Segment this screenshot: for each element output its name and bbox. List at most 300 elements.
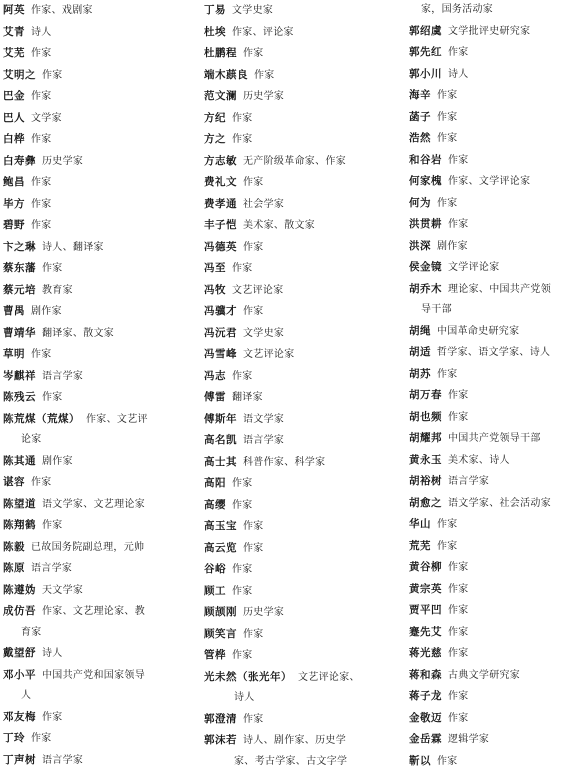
entry-name: 光未然（张光年） [204, 671, 292, 683]
index-entry [3, 194, 189, 216]
entry-description: 中国共产党领导干部 [448, 433, 541, 444]
entry-name: 邓小平 [3, 669, 36, 681]
index-entry [3, 494, 189, 516]
entry-description: 文学批评史研究家 [448, 26, 530, 37]
entry-name: 方纪 [204, 112, 226, 124]
entry-description: 诗人、剧作家、历史学 [243, 735, 346, 746]
entry-description: 作家 [31, 199, 52, 210]
entry-name: 靳以 [409, 755, 431, 767]
entry-name: 蒋和森 [409, 669, 442, 681]
index-entry [3, 129, 189, 151]
index-entry [204, 108, 400, 130]
entry-name: 白桦 [3, 133, 25, 145]
index-entry [3, 707, 189, 729]
entry-description: 古典文学研究家 [448, 670, 520, 681]
entry-description: 翻译家、散文家 [42, 328, 114, 339]
entry-description: 作家 [448, 412, 469, 423]
index-entry [204, 22, 400, 44]
entry-description: 作家 [232, 263, 253, 274]
entry-description: 作家 [243, 306, 264, 317]
index-entry [409, 42, 588, 64]
index-entry [3, 558, 189, 580]
entry-description: 文学史家 [243, 328, 284, 339]
entry-description: 语言学家 [448, 476, 489, 487]
entry-name: 蔡元培 [3, 284, 36, 296]
entry-name: 丁玲 [3, 732, 25, 744]
entry-description: 作家 [437, 519, 458, 530]
entry-description: 作家 [243, 177, 264, 188]
entry-name: 胡乔木 [409, 283, 442, 295]
index-column-2 [204, 0, 400, 772]
entry-description-continued: 人 [3, 686, 189, 707]
entry-description-continued: 家、考古学家、古文字学 [204, 752, 400, 772]
index-entry [409, 471, 588, 493]
entry-description: 诗人、翻译家 [42, 242, 104, 253]
entry-description: 作家、文艺评 [86, 414, 148, 425]
entry-description: 作家 [31, 134, 52, 145]
entry-description: 作家 [243, 543, 264, 554]
entry-description: 作家 [448, 390, 469, 401]
entry-name: 洪贯耕 [409, 218, 442, 230]
index-entry [3, 86, 189, 108]
entry-description: 作家 [243, 521, 264, 532]
entry-name: 冯德英 [204, 241, 237, 253]
entry-description: 剧作家 [42, 456, 73, 467]
index-entry [409, 257, 588, 279]
index-entry [3, 108, 189, 130]
entry-description: 文学家 [31, 113, 62, 124]
entry-name: 陈其通 [3, 455, 36, 467]
entry-name: 杜埃 [204, 26, 226, 38]
index-entry [204, 495, 400, 517]
entry-name: 费孝通 [204, 198, 237, 210]
index-entry [409, 450, 588, 472]
entry-name: 卞之琳 [3, 241, 36, 253]
entry-name: 蒋光慈 [409, 647, 442, 659]
index-entry [204, 645, 400, 667]
entry-description: 作家 [437, 369, 458, 380]
entry-name: 方志敏 [204, 155, 237, 167]
entry-name: 高玉宝 [204, 520, 237, 532]
index-entry [409, 21, 588, 43]
entry-description: 历史学家 [243, 91, 284, 102]
entry-description: 作家 [31, 349, 52, 360]
index-entry [204, 301, 400, 323]
entry-name: 海辛 [409, 89, 431, 101]
index-entry [3, 537, 189, 559]
entry-name: 蹇先艾 [409, 626, 442, 638]
entry-description: 语文学家、文艺理论家 [42, 499, 145, 510]
entry-name: 傅雷 [204, 391, 226, 403]
index-entry [409, 428, 588, 450]
entry-name: 曹禺 [3, 305, 25, 317]
index-entry [204, 473, 400, 495]
entry-description: 作家 [31, 220, 52, 231]
entry-name: 阿英 [3, 4, 25, 16]
entry-name: 艾青 [3, 26, 25, 38]
index-entry [409, 536, 588, 558]
entry-description: 作家 [232, 564, 253, 575]
index-entry [409, 686, 588, 708]
entry-description: 美术家、诗人 [448, 455, 510, 466]
entry-description: 作家 [448, 155, 469, 166]
index-column-1 [3, 0, 189, 771]
index-entry [204, 709, 400, 731]
entry-description: 作家、文学评论家 [448, 176, 530, 187]
entry-name: 高名凯 [204, 434, 237, 446]
entry-description: 作家 [448, 691, 469, 702]
entry-name: 金敬迈 [409, 712, 442, 724]
entry-description: 作家 [232, 113, 253, 124]
index-entry [204, 86, 400, 108]
entry-name: 管桦 [204, 649, 226, 661]
entry-name: 郭澄清 [204, 713, 237, 725]
entry-name: 艾芜 [3, 47, 25, 59]
index-entry [204, 280, 400, 302]
index-entry [204, 237, 400, 259]
entry-description: 作家 [31, 177, 52, 188]
entry-description: 语言学家 [31, 563, 72, 574]
entry-name: 陈原 [3, 562, 25, 574]
index-entry [204, 65, 400, 87]
entry-description: 历史学家 [243, 607, 284, 618]
entry-description: 无产阶级革命家、作家 [243, 156, 346, 167]
index-entry [3, 280, 189, 302]
entry-name: 蔡东藩 [3, 262, 36, 274]
entry-description: 文艺评论家、 [298, 672, 360, 683]
index-entry [409, 493, 588, 515]
entry-description: 美术家、散文家 [243, 220, 315, 231]
entry-name: 胡绳 [409, 325, 431, 337]
entry-name: 菡子 [409, 111, 431, 123]
entry-name: 蒋子龙 [409, 690, 442, 702]
entry-description: 作家 [31, 48, 52, 59]
entry-name: 荒芜 [409, 540, 431, 552]
index-entry [204, 172, 400, 194]
index-entry [204, 602, 400, 624]
index-entry [3, 366, 189, 388]
entry-name: 何为 [409, 197, 431, 209]
entry-name: 浩然 [409, 132, 431, 144]
entry-description: 作家 [448, 219, 469, 230]
index-entry [204, 0, 400, 22]
index-entry [3, 665, 189, 687]
entry-description: 作家、戏剧家 [31, 5, 93, 16]
entry-description: 作家 [31, 733, 52, 744]
entry-name: 冯牧 [204, 284, 226, 296]
entry-description: 作家 [437, 541, 458, 552]
index-entry [204, 538, 400, 560]
entry-description-continued: 导干部 [409, 300, 588, 321]
entry-name: 郭小川 [409, 68, 442, 80]
index-entry [204, 129, 400, 151]
entry-description: 作家 [437, 112, 458, 123]
entry-description: 作家 [31, 477, 52, 488]
entry-name: 华山 [409, 518, 431, 530]
entry-description: 逻辑学家 [448, 734, 489, 745]
index-entry [204, 430, 400, 452]
index-entry [409, 214, 588, 236]
index-entry [3, 237, 189, 259]
entry-name: 艾明之 [3, 69, 36, 81]
entry-name: 洪深 [409, 240, 431, 252]
entry-name: 丁易 [204, 4, 226, 16]
entry-name: 陈遵妫 [3, 584, 36, 596]
entry-description: 作家、评论家 [232, 27, 294, 38]
entry-description: 作家 [437, 133, 458, 144]
index-entry [3, 43, 189, 65]
entry-description: 剧作家 [437, 241, 468, 252]
entry-description: 剧作家 [31, 306, 62, 317]
index-entry [3, 515, 189, 537]
entry-name: 高缨 [204, 499, 226, 511]
index-entry [409, 729, 588, 751]
entry-name: 丁声树 [3, 754, 36, 766]
index-entry [409, 708, 588, 730]
entry-name: 谷峪 [204, 563, 226, 575]
entry-name: 顾工 [204, 585, 226, 597]
entry-description: 天文学家 [42, 585, 83, 596]
index-entry [3, 601, 189, 623]
entry-description-continued: 诗人 [204, 688, 400, 709]
entry-name: 郭沫若 [204, 734, 237, 746]
entry-name: 戴望舒 [3, 647, 36, 659]
entry-description: 作家 [243, 48, 264, 59]
entry-name: 邓友梅 [3, 711, 36, 723]
index-entry [3, 172, 189, 194]
entry-name: 冯雪峰 [204, 348, 237, 360]
entry-description: 理论家、中国共产党领 [448, 284, 551, 295]
entry-description: 哲学家、语文学家、诗人 [437, 347, 550, 358]
entry-description: 作家 [448, 47, 469, 58]
entry-description: 作家 [243, 242, 264, 253]
entry-description: 作家 [448, 562, 469, 573]
entry-name: 金岳霖 [409, 733, 442, 745]
entry-name: 岑麒祥 [3, 370, 36, 382]
index-entry [3, 750, 189, 772]
index-entry [3, 580, 189, 602]
entry-name: 郭先红 [409, 46, 442, 58]
index-entry [3, 409, 189, 431]
index-entry [3, 65, 189, 87]
entry-name: 曹靖华 [3, 327, 36, 339]
index-entry [409, 128, 588, 150]
index-entry [204, 258, 400, 280]
index-entry [3, 472, 189, 494]
index-entry [204, 43, 400, 65]
index-entry [3, 728, 189, 750]
entry-description: 作家 [42, 70, 63, 81]
index-entry [3, 215, 189, 237]
entry-name: 方之 [204, 133, 226, 145]
entry-description: 诗人 [42, 648, 63, 659]
index-entry [204, 366, 400, 388]
index-entry [409, 236, 588, 258]
entry-description: 已故国务院副总理，元帅 [31, 542, 144, 553]
index-entry [409, 64, 588, 86]
index-entry [3, 0, 189, 22]
entry-name: 草明 [3, 348, 25, 360]
index-entry [204, 194, 400, 216]
entry-description: 科普作家、科学家 [243, 457, 325, 468]
index-entry [3, 301, 189, 323]
entry-description: 作家 [448, 648, 469, 659]
entry-name: 毕方 [3, 198, 25, 210]
entry-name: 胡适 [409, 346, 431, 358]
entry-name: 胡耀邦 [409, 432, 442, 444]
entry-name: 高阳 [204, 477, 226, 489]
entry-name: 陈毅 [3, 541, 25, 553]
entry-name: 费礼文 [204, 176, 237, 188]
entry-name: 黄永玉 [409, 454, 442, 466]
index-entry [204, 559, 400, 581]
index-entry [409, 514, 588, 536]
index-entry [3, 151, 189, 173]
index-entry [204, 516, 400, 538]
entry-name: 成仿吾 [3, 605, 36, 617]
index-entry [409, 193, 588, 215]
entry-description: 作家 [437, 90, 458, 101]
entry-name: 高云览 [204, 542, 237, 554]
entry-description: 语文学家 [243, 414, 284, 425]
entry-name: 胡万春 [409, 389, 442, 401]
entry-name: 胡苏 [409, 368, 431, 380]
entry-description: 作家 [254, 70, 275, 81]
index-entry [3, 451, 189, 473]
entry-description: 文艺评论家 [243, 349, 295, 360]
entry-name: 陈翔鹤 [3, 519, 36, 531]
index-entry [3, 643, 189, 665]
entry-description: 语言学家 [42, 755, 83, 766]
entry-description: 作家 [31, 91, 52, 102]
entry-description: 中国革命史研究家 [437, 326, 519, 337]
entry-description: 作家 [448, 605, 469, 616]
entry-description: 作家 [42, 392, 63, 403]
entry-description: 作家、文艺理论家、教 [42, 606, 145, 617]
entry-description: 语文学家、社会活动家 [448, 498, 551, 509]
entry-description: 作家 [232, 478, 253, 489]
entry-description: 作家 [448, 713, 469, 724]
entry-description: 文学评论家 [448, 262, 500, 273]
index-entry [3, 22, 189, 44]
entry-name: 黄谷柳 [409, 561, 442, 573]
index-entry [409, 751, 588, 772]
index-entry [409, 171, 588, 193]
entry-name: 和谷岩 [409, 154, 442, 166]
entry-name: 胡愈之 [409, 497, 442, 509]
index-entry [204, 452, 400, 474]
entry-description: 诗人 [31, 27, 52, 38]
index-entry [204, 151, 400, 173]
entry-name: 胡也频 [409, 411, 442, 423]
entry-description: 作家 [437, 198, 458, 209]
index-entry [409, 665, 588, 687]
entry-description-continued: 家，国务活动家 [409, 0, 588, 21]
index-entry [204, 581, 400, 603]
entry-name: 冯志 [204, 370, 226, 382]
entry-description: 作家 [243, 714, 264, 725]
entry-name: 范文澜 [204, 90, 237, 102]
entry-name: 陈残云 [3, 391, 36, 403]
entry-name: 黄宗英 [409, 583, 442, 595]
index-entry [3, 387, 189, 409]
entry-description: 作家 [232, 371, 253, 382]
entry-description: 教育家 [42, 285, 73, 296]
index-entry [409, 150, 588, 172]
entry-name: 高士其 [204, 456, 237, 468]
entry-name: 侯金镜 [409, 261, 442, 273]
index-entry [3, 258, 189, 280]
entry-description-continued: 论家 [3, 430, 189, 451]
entry-description: 作家 [437, 756, 458, 767]
index-entry [409, 557, 588, 579]
entry-name: 贾平凹 [409, 604, 442, 616]
index-entry [409, 643, 588, 665]
index-entry [409, 600, 588, 622]
entry-description: 诗人 [448, 69, 469, 80]
entry-description: 作家 [448, 584, 469, 595]
index-entry [3, 344, 189, 366]
index-entry [204, 323, 400, 345]
index-entry [409, 342, 588, 364]
entry-description: 中国共产党和国家领导 [42, 670, 145, 681]
entry-description: 作家 [448, 627, 469, 638]
index-entry [409, 321, 588, 343]
entry-name: 陈望道 [3, 498, 36, 510]
entry-name: 顾笑言 [204, 628, 237, 640]
index-entry [204, 730, 400, 752]
index-entry [204, 215, 400, 237]
index-entry [409, 279, 588, 301]
entry-name: 鲍昌 [3, 176, 25, 188]
entry-name: 碧野 [3, 219, 25, 231]
entry-description-continued: 育家 [3, 623, 189, 644]
entry-description: 语言学家 [243, 435, 284, 446]
index-entry [409, 107, 588, 129]
entry-description: 文学史家 [232, 5, 273, 16]
entry-name: 杜鹏程 [204, 47, 237, 59]
index-entry [204, 624, 400, 646]
index-entry [409, 85, 588, 107]
entry-name: 何家槐 [409, 175, 442, 187]
entry-name: 郭绍虞 [409, 25, 442, 37]
entry-name: 冯至 [204, 262, 226, 274]
index-column-3 [409, 0, 588, 772]
index-entry [204, 387, 400, 409]
entry-description: 作家 [42, 712, 63, 723]
index-entry [409, 579, 588, 601]
entry-name: 陈荒煤（荒煤） [3, 413, 80, 425]
index-entry [409, 407, 588, 429]
entry-name: 傅斯年 [204, 413, 237, 425]
entry-description: 语言学家 [42, 371, 83, 382]
index-entry [204, 409, 400, 431]
entry-description: 文艺评论家 [232, 285, 284, 296]
entry-name: 顾颉刚 [204, 606, 237, 618]
entry-description: 作家 [42, 263, 63, 274]
entry-description: 作家 [232, 586, 253, 597]
entry-name: 白寿彝 [3, 155, 36, 167]
entry-name: 端木蕻良 [204, 69, 248, 81]
index-entry [204, 344, 400, 366]
entry-name: 冯沅君 [204, 327, 237, 339]
entry-description: 作家 [232, 650, 253, 661]
entry-description: 作家 [42, 520, 63, 531]
entry-description: 历史学家 [42, 156, 83, 167]
index-entry [3, 323, 189, 345]
entry-description: 作家 [232, 500, 253, 511]
index-entry [204, 667, 400, 689]
